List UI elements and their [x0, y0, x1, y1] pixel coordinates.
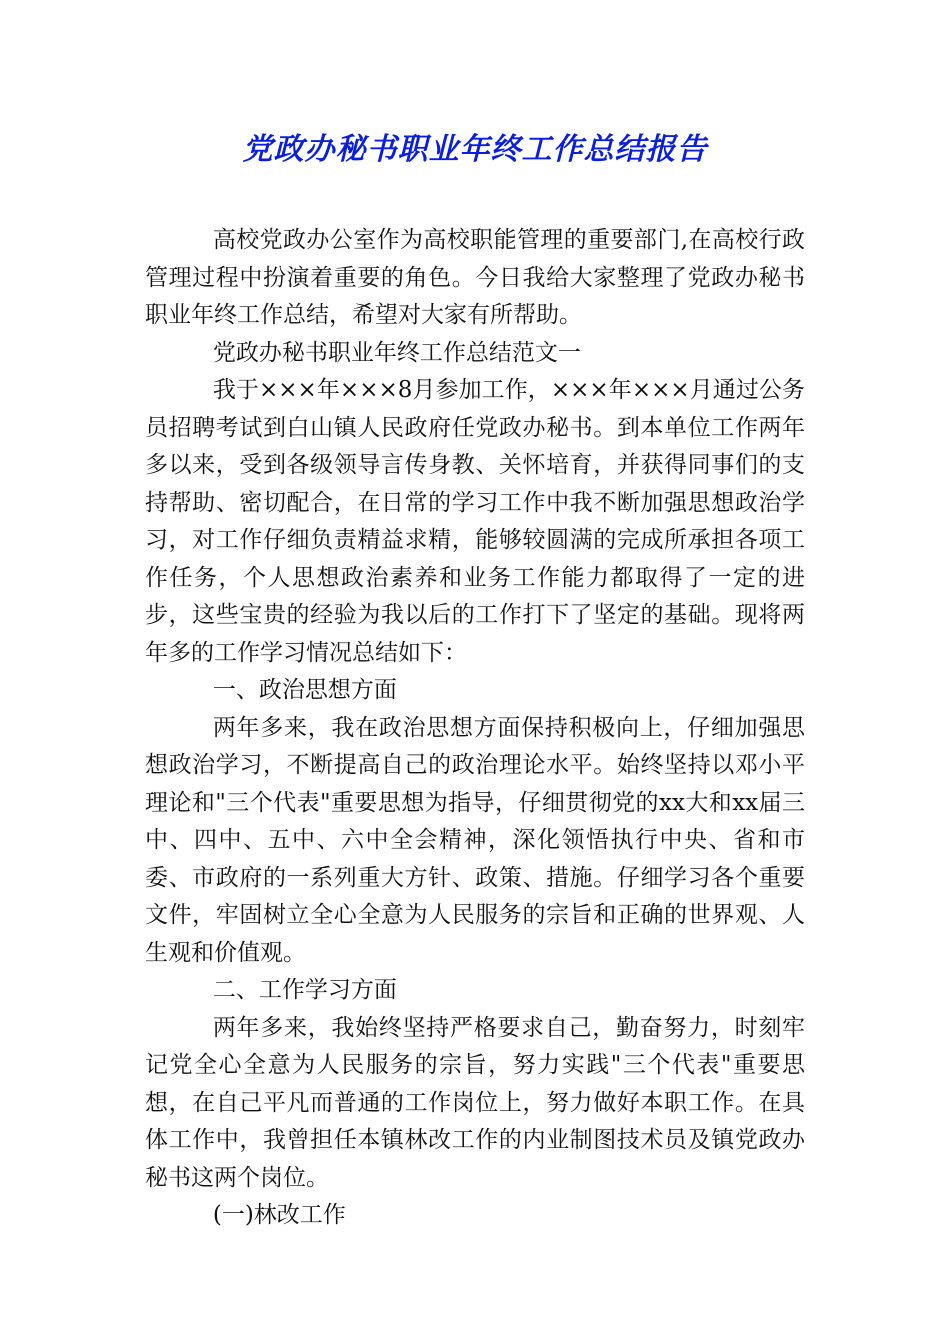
- subsection-heading-forestry: (一)林改工作: [212, 1202, 346, 1228]
- section-heading-politics: 一、政治思想方面: [212, 677, 397, 703]
- intro-paragraph: 高校党政办公室作为高校职能管理的重要部门,在高校行政管理过程中扮演着重要的角色。今日我给大家整理了党政办秘书职业年终工作总结，希望对大家有所帮助。: [145, 227, 805, 328]
- sample-heading: 党政办秘书职业年终工作总结范文一: [212, 339, 581, 366]
- work-paragraph: 两年多来，我始终坚持严格要求自己，勤奋努力，时刻牢记党全心全意为人民服务的宗旨，努力实践"三个代表"重要思想，在自己平凡而普通的工作岗位上，努力做好本职工作。在具体工作中，我曾担任本镇林改工作的内业制图技术员及镇党政办秘书这两个岗位。: [145, 1014, 805, 1191]
- document-title: 党政办秘书职业年终工作总结报告: [242, 132, 708, 167]
- politics-paragraph: 两年多来，我在政治思想方面保持积极向上，仔细加强思想政治学习，不断提高自己的政治理论水平。始终坚持以邓小平理论和"三个代表"重要思想为指导，仔细贯彻党的xx大和xx届三中、四中、五中、六中全会精神，深化领悟执行中央、省和市委、市政府的一系列重大方针、政策、措施。仔细学习各个重要文件，牢固树立全心全意为人民服务的宗旨和正确的世界观、人生观和价值观。: [145, 714, 805, 966]
- document-body: [145, 222, 805, 1235]
- section-heading-work: 二、工作学习方面: [212, 977, 397, 1003]
- opening-paragraph: 我于×××年×××8月参加工作，×××年×××月通过公务员招聘考试到白山镇人民政府任党政办秘书。到本单位工作两年多以来，受到各级领导言传身教、关怀培育，并获得同事们的支持帮助、密切配合，在日常的学习工作中我不断加强思想政治学习，对工作仔细负责精益求精，能够较圆满的完成所承担各项工作任务，个人思想政治素养和业务工作能力都取得了一定的进步，这些宝贵的经验为我以后的工作打下了坚定的基础。现将两年多的工作学习情况总结如下：: [145, 377, 805, 666]
